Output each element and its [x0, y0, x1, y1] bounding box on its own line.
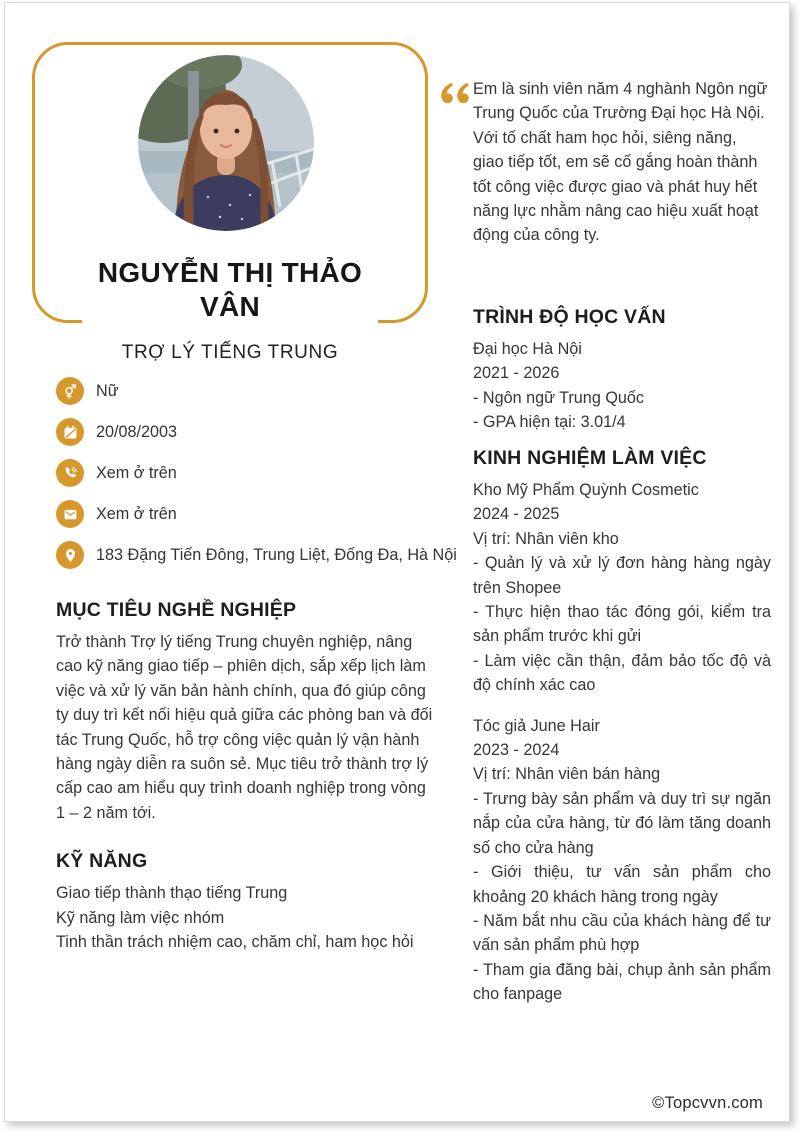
- intro-quote: [438, 77, 773, 248]
- skills-list: [56, 881, 434, 955]
- job-entry: [473, 478, 771, 698]
- job-company: Kho Mỹ Phẩm Quỳnh Cosmetic: [473, 481, 699, 499]
- section-objective: [56, 599, 434, 825]
- watermark: ©Topcvvn.com: [652, 1094, 763, 1112]
- job-position: Vị trí: Nhân viên kho: [473, 529, 619, 548]
- portrait-illustration: [138, 55, 314, 231]
- education-school: Đại học Hà Nội: [473, 340, 582, 358]
- quote-icon: [438, 81, 471, 106]
- gender-icon: [56, 377, 84, 405]
- contact-gender-value: Nữ: [96, 381, 119, 400]
- skill-item: Kỹ năng làm việc nhóm: [56, 908, 225, 927]
- contact-phone-value: Xem ở trên: [96, 463, 177, 482]
- objective-text: Trở thành Trợ lý tiếng Trung chuyên nghiệp, nâng cao kỹ năng giao tiếp – phiên dịch, sắp xếp lịch làm việc và xử lý văn bản hành chính, qua đó giúp công ty duy trì kết nối hiệu quả giữa các phòng ban và đối tác Trung Quốc, hỗ trợ công việc quản lý vận hành hàng ngày diễn ra suôn sẻ. Mục tiêu trở thành trợ lý cấp cao am hiểu quy trình doanh nghiệp trong vòng 1 – 2 năm tới.: [56, 633, 433, 822]
- candidate-name: NGUYỄN THỊ THẢO VÂN: [97, 257, 363, 322]
- job-bullet: - Năm bắt nhu cầu của khách hàng để tư vấn sản phẩm phù hợp: [473, 911, 771, 955]
- job-bullet: - Quản lý và xử lý đơn hàng hàng ngày trên Shopee: [473, 554, 771, 597]
- contact-address-value: 183 Đặng Tiến Đông, Trung Liệt, Đống Đa, Hà Nội: [96, 545, 457, 564]
- section-skills: [56, 850, 434, 955]
- job-entry: [473, 714, 771, 1007]
- contact-birthdate: [56, 418, 436, 446]
- education-detail: - Ngôn ngữ Trung Quốc: [473, 388, 645, 407]
- job-bullet: - Trưng bày sản phẩm và duy trì sự ngăn nắp của cửa hàng, từ đó làm tăng doanh số cho cửa hàng: [473, 789, 771, 857]
- job-bullet: - Giới thiệu, tư vấn sản phẩm cho khoảng 20 khách hàng trong ngày: [473, 863, 771, 906]
- name-box: [82, 254, 378, 330]
- contact-email-value: Xem ở trên: [96, 504, 177, 523]
- job-title: TRỢ LÝ TIẾNG TRUNG: [121, 342, 339, 363]
- contact-gender: [56, 377, 436, 405]
- section-experience: [438, 447, 773, 1007]
- job-years: 2024 - 2025: [473, 505, 560, 524]
- education-detail: - GPA hiện tại: 3.01/4: [473, 413, 626, 432]
- calendar-icon: [56, 418, 84, 446]
- objective-heading: MỤC TIÊU NGHỀ NGHIỆP: [56, 599, 297, 621]
- job-position: Vị trí: Nhân viên bán hàng: [473, 765, 661, 784]
- cv-page: [4, 2, 790, 1122]
- job-bullet: - Làm việc cần thận, đảm bảo tốc độ và độ chính xác cao: [473, 651, 771, 695]
- contact-list: [56, 377, 457, 582]
- education-heading: TRÌNH ĐỘ HỌC VẤN: [473, 306, 666, 328]
- phone-icon: [56, 459, 84, 487]
- profile-photo: [138, 55, 314, 231]
- quote-text: Em là sinh viên năm 4 nghành Ngôn ngữ Trung Quốc của Trường Đại học Hà Nội. Với tố chất ham học hỏi, siêng năng, giao tiếp tốt, em sẽ cố gắng hoàn thành tốt công việc được giao và phát huy hết năng lực nhằm nâng cao hiệu xuất hoạt động của công ty.: [473, 80, 768, 245]
- contact-phone: [56, 459, 436, 487]
- location-icon: [56, 541, 84, 569]
- skills-heading: KỸ NĂNG: [56, 850, 148, 872]
- contact-address: [56, 541, 457, 569]
- education-years: 2021 - 2026: [473, 364, 560, 383]
- skill-item: Giao tiếp thành thạo tiếng Trung: [56, 884, 288, 902]
- experience-heading: KINH NGHIỆM LÀM VIỆC: [473, 447, 707, 469]
- contact-birthdate-value: 20/08/2003: [96, 422, 178, 441]
- job-bullet: - Thực hiện thao tác đóng gói, kiểm tra sản phẩm trước khi gửi: [473, 603, 771, 646]
- section-education: [438, 306, 773, 435]
- job-years: 2023 - 2024: [473, 741, 560, 760]
- email-icon: [56, 500, 84, 528]
- job-bullet: - Tham gia đăng bài, chụp ảnh sản phẩm cho fanpage: [473, 960, 771, 1004]
- contact-email: [56, 500, 436, 528]
- job-company: Tóc giả June Hair: [473, 716, 600, 735]
- skill-item: Tinh thần trách nhiệm cao, chăm chỉ, ham học hỏi: [56, 933, 414, 951]
